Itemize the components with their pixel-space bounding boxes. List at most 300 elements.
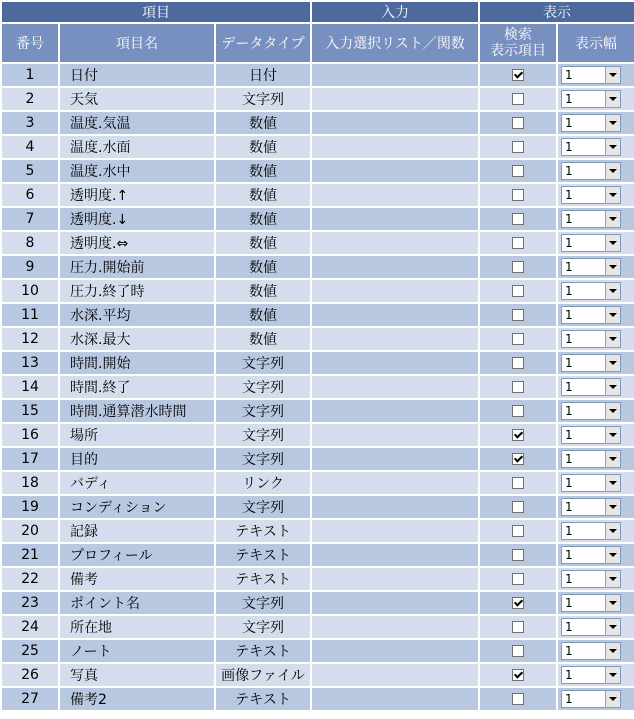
row-search-display-cell: [480, 208, 556, 230]
row-item-name: 記録: [60, 520, 214, 542]
row-search-display-cell: [480, 88, 556, 110]
row-input-list: [312, 232, 478, 254]
row-width-cell: [558, 448, 634, 470]
table-row: [2, 88, 634, 110]
search-display-checkbox[interactable]: [512, 453, 524, 465]
display-width-select[interactable]: [561, 354, 621, 372]
row-input-list: [312, 688, 478, 710]
row-search-display-cell: [480, 400, 556, 422]
row-search-display-cell: [480, 592, 556, 614]
row-search-display-cell: [480, 136, 556, 158]
display-width-select[interactable]: [561, 114, 621, 132]
group-header-display: 表示: [480, 2, 634, 22]
display-width-select[interactable]: [561, 594, 621, 612]
chevron-down-icon[interactable]: [605, 235, 620, 251]
search-display-checkbox[interactable]: [512, 237, 524, 249]
row-data-type: 数値: [216, 136, 310, 158]
column-header-datatype: データタイプ: [216, 24, 310, 62]
row-input-list: [312, 136, 478, 158]
table-row: [2, 208, 634, 230]
group-header-item: 項目: [2, 2, 310, 22]
table-row: [2, 328, 634, 350]
row-width-cell: [558, 160, 634, 182]
display-width-value: 1: [565, 548, 573, 562]
display-width-value: 1: [565, 596, 573, 610]
display-width-select[interactable]: [561, 522, 621, 540]
row-data-type: 数値: [216, 208, 310, 230]
row-item-name: 圧力.終了時: [60, 280, 214, 302]
row-item-name: 場所: [60, 424, 214, 446]
row-search-display-cell: [480, 280, 556, 302]
display-width-select[interactable]: [561, 402, 621, 420]
row-data-type: 文字列: [216, 496, 310, 518]
row-item-name: 透明度.↓: [60, 208, 214, 230]
row-search-display-cell: [480, 328, 556, 350]
chevron-down-icon[interactable]: [605, 379, 620, 395]
row-width-cell: [558, 304, 634, 326]
row-item-name: 所在地: [60, 616, 214, 638]
table-row: [2, 112, 634, 134]
display-width-value: 1: [565, 260, 573, 274]
display-width-value: 1: [565, 380, 573, 394]
row-width-cell: [558, 616, 634, 638]
row-data-type: テキスト: [216, 544, 310, 566]
row-item-name: 透明度.↑: [60, 184, 214, 206]
search-display-checkbox[interactable]: [512, 477, 524, 489]
display-width-value: 1: [565, 476, 573, 490]
row-width-cell: [558, 328, 634, 350]
row-input-list: [312, 64, 478, 86]
row-item-name: プロフィール: [60, 544, 214, 566]
row-item-name: 日付: [60, 64, 214, 86]
row-width-cell: [558, 376, 634, 398]
chevron-down-icon[interactable]: [605, 619, 620, 635]
row-search-display-cell: [480, 664, 556, 686]
chevron-down-icon[interactable]: [605, 187, 620, 203]
display-width-select[interactable]: [561, 306, 621, 324]
row-number: 8: [2, 232, 58, 254]
table-row: [2, 592, 634, 614]
display-width-select[interactable]: [561, 234, 621, 252]
chevron-down-icon[interactable]: [605, 523, 620, 539]
row-number: 10: [2, 280, 58, 302]
row-search-display-cell: [480, 376, 556, 398]
row-data-type: 文字列: [216, 376, 310, 398]
display-width-select[interactable]: [561, 450, 621, 468]
display-width-value: 1: [565, 284, 573, 298]
row-item-name: 備考2: [60, 688, 214, 710]
display-width-value: 1: [565, 404, 573, 418]
row-number: 26: [2, 664, 58, 686]
row-width-cell: [558, 88, 634, 110]
table-row: [2, 568, 634, 590]
table-row: [2, 400, 634, 422]
row-number: 25: [2, 640, 58, 662]
row-input-list: [312, 520, 478, 542]
row-input-list: [312, 640, 478, 662]
display-width-value: 1: [565, 212, 573, 226]
row-search-display-cell: [480, 616, 556, 638]
row-item-name: コンディション: [60, 496, 214, 518]
row-data-type: 数値: [216, 112, 310, 134]
row-item-name: バディ: [60, 472, 214, 494]
display-width-value: 1: [565, 116, 573, 130]
search-display-checkbox[interactable]: [512, 117, 524, 129]
row-width-cell: [558, 568, 634, 590]
display-width-value: 1: [565, 92, 573, 106]
row-width-cell: [558, 64, 634, 86]
display-width-value: 1: [565, 140, 573, 154]
row-item-name: ノート: [60, 640, 214, 662]
display-width-select[interactable]: [561, 690, 621, 708]
display-width-value: 1: [565, 332, 573, 346]
row-input-list: [312, 112, 478, 134]
row-search-display-cell: [480, 424, 556, 446]
search-display-checkbox[interactable]: [512, 333, 524, 345]
row-number: 13: [2, 352, 58, 374]
row-search-display-cell: [480, 688, 556, 710]
search-display-checkbox[interactable]: [512, 525, 524, 537]
display-width-select[interactable]: [561, 474, 621, 492]
search-display-checkbox[interactable]: [512, 645, 524, 657]
row-input-list: [312, 208, 478, 230]
display-width-value: 1: [565, 500, 573, 514]
display-width-select[interactable]: [561, 162, 621, 180]
chevron-down-icon[interactable]: [605, 499, 620, 515]
row-width-cell: [558, 688, 634, 710]
row-item-name: 時間.開始: [60, 352, 214, 374]
row-input-list: [312, 160, 478, 182]
row-data-type: 文字列: [216, 424, 310, 446]
row-number: 19: [2, 496, 58, 518]
search-display-checkbox[interactable]: [512, 669, 524, 681]
table-row: [2, 640, 634, 662]
search-display-checkbox[interactable]: [512, 309, 524, 321]
row-search-display-cell: [480, 544, 556, 566]
display-width-select[interactable]: [561, 570, 621, 588]
chevron-down-icon[interactable]: [605, 427, 620, 443]
row-search-display-cell: [480, 520, 556, 542]
display-width-value: 1: [565, 356, 573, 370]
display-width-select[interactable]: [561, 498, 621, 516]
row-input-list: [312, 400, 478, 422]
row-width-cell: [558, 256, 634, 278]
display-width-value: 1: [565, 668, 573, 682]
row-search-display-cell: [480, 568, 556, 590]
row-input-list: [312, 304, 478, 326]
row-data-type: 文字列: [216, 616, 310, 638]
row-number: 16: [2, 424, 58, 446]
row-data-type: 画像ファイル: [216, 664, 310, 686]
table-row: [2, 496, 634, 518]
display-width-value: 1: [565, 188, 573, 202]
table-row: [2, 616, 634, 638]
row-search-display-cell: [480, 112, 556, 134]
table-row: [2, 424, 634, 446]
row-width-cell: [558, 280, 634, 302]
chevron-down-icon[interactable]: [605, 259, 620, 275]
display-width-value: 1: [565, 644, 573, 658]
table-row: [2, 136, 634, 158]
row-item-name: 透明度.⇔: [60, 232, 214, 254]
row-number: 1: [2, 64, 58, 86]
row-width-cell: [558, 592, 634, 614]
display-width-value: 1: [565, 308, 573, 322]
display-width-select[interactable]: [561, 282, 621, 300]
search-display-checkbox[interactable]: [512, 357, 524, 369]
row-data-type: 数値: [216, 160, 310, 182]
chevron-down-icon[interactable]: [605, 595, 620, 611]
group-header-row: [2, 2, 634, 22]
table-row: [2, 544, 634, 566]
column-header-search-display: 検索 表示項目: [480, 24, 556, 62]
display-width-value: 1: [565, 692, 573, 706]
row-width-cell: [558, 400, 634, 422]
table-row: [2, 448, 634, 470]
table-row: [2, 160, 634, 182]
row-number: 7: [2, 208, 58, 230]
row-input-list: [312, 448, 478, 470]
display-width-value: 1: [565, 620, 573, 634]
table-row: [2, 376, 634, 398]
table-row: [2, 688, 634, 710]
row-input-list: [312, 184, 478, 206]
chevron-down-icon[interactable]: [605, 355, 620, 371]
table-row: [2, 472, 634, 494]
row-input-list: [312, 568, 478, 590]
row-number: 12: [2, 328, 58, 350]
row-search-display-cell: [480, 640, 556, 662]
row-data-type: リンク: [216, 472, 310, 494]
row-width-cell: [558, 424, 634, 446]
row-item-name: 水深.最大: [60, 328, 214, 350]
search-display-checkbox[interactable]: [512, 69, 524, 81]
display-width-value: 1: [565, 68, 573, 82]
row-number: 27: [2, 688, 58, 710]
row-number: 18: [2, 472, 58, 494]
row-item-name: 天気: [60, 88, 214, 110]
row-width-cell: [558, 352, 634, 374]
row-input-list: [312, 664, 478, 686]
row-number: 3: [2, 112, 58, 134]
row-number: 4: [2, 136, 58, 158]
chevron-down-icon[interactable]: [605, 451, 620, 467]
search-display-checkbox[interactable]: [512, 501, 524, 513]
row-width-cell: [558, 472, 634, 494]
chevron-down-icon[interactable]: [605, 691, 620, 707]
search-display-checkbox[interactable]: [512, 621, 524, 633]
display-width-value: 1: [565, 236, 573, 250]
display-width-select[interactable]: [561, 618, 621, 636]
display-width-select[interactable]: [561, 66, 621, 84]
row-item-name: 写真: [60, 664, 214, 686]
row-data-type: 文字列: [216, 88, 310, 110]
display-width-select[interactable]: [561, 138, 621, 156]
chevron-down-icon[interactable]: [605, 475, 620, 491]
display-width-select[interactable]: [561, 258, 621, 276]
search-display-checkbox[interactable]: [512, 573, 524, 585]
row-data-type: 数値: [216, 256, 310, 278]
row-item-name: 備考: [60, 568, 214, 590]
chevron-down-icon[interactable]: [605, 331, 620, 347]
column-header-number: 番号: [2, 24, 58, 62]
row-number: 20: [2, 520, 58, 542]
column-header-width: 表示幅: [558, 24, 634, 62]
chevron-down-icon[interactable]: [605, 643, 620, 659]
chevron-down-icon[interactable]: [605, 67, 620, 83]
row-width-cell: [558, 544, 634, 566]
row-search-display-cell: [480, 352, 556, 374]
row-data-type: 文字列: [216, 400, 310, 422]
row-data-type: 文字列: [216, 352, 310, 374]
row-input-list: [312, 496, 478, 518]
row-data-type: 日付: [216, 64, 310, 86]
chevron-down-icon[interactable]: [605, 403, 620, 419]
chevron-down-icon[interactable]: [605, 139, 620, 155]
row-data-type: テキスト: [216, 568, 310, 590]
display-width-select[interactable]: [561, 210, 621, 228]
row-search-display-cell: [480, 184, 556, 206]
row-input-list: [312, 328, 478, 350]
table-row: [2, 664, 634, 686]
row-data-type: 数値: [216, 184, 310, 206]
row-number: 24: [2, 616, 58, 638]
row-number: 2: [2, 88, 58, 110]
row-input-list: [312, 616, 478, 638]
row-data-type: 文字列: [216, 592, 310, 614]
chevron-down-icon[interactable]: [605, 571, 620, 587]
row-search-display-cell: [480, 232, 556, 254]
row-input-list: [312, 592, 478, 614]
display-width-select[interactable]: [561, 90, 621, 108]
row-width-cell: [558, 184, 634, 206]
row-input-list: [312, 472, 478, 494]
row-number: 14: [2, 376, 58, 398]
search-display-checkbox[interactable]: [512, 189, 524, 201]
row-input-list: [312, 280, 478, 302]
display-width-value: 1: [565, 524, 573, 538]
row-input-list: [312, 256, 478, 278]
row-number: 9: [2, 256, 58, 278]
row-item-name: 水深.平均: [60, 304, 214, 326]
row-item-name: 温度.気温: [60, 112, 214, 134]
display-width-select[interactable]: [561, 666, 621, 684]
row-width-cell: [558, 112, 634, 134]
column-header-name: 項目名: [60, 24, 214, 62]
row-width-cell: [558, 496, 634, 518]
display-width-select[interactable]: [561, 426, 621, 444]
row-search-display-cell: [480, 160, 556, 182]
row-width-cell: [558, 208, 634, 230]
row-item-name: 圧力.開始前: [60, 256, 214, 278]
display-width-select[interactable]: [561, 186, 621, 204]
row-search-display-cell: [480, 448, 556, 470]
search-display-checkbox[interactable]: [512, 165, 524, 177]
row-data-type: 数値: [216, 232, 310, 254]
display-width-select[interactable]: [561, 378, 621, 396]
row-search-display-cell: [480, 64, 556, 86]
row-search-display-cell: [480, 304, 556, 326]
table-row: [2, 184, 634, 206]
display-width-select[interactable]: [561, 546, 621, 564]
row-input-list: [312, 376, 478, 398]
search-display-checkbox[interactable]: [512, 93, 524, 105]
chevron-down-icon[interactable]: [605, 163, 620, 179]
column-header-row: [2, 24, 634, 62]
chevron-down-icon[interactable]: [605, 547, 620, 563]
row-data-type: テキスト: [216, 520, 310, 542]
search-display-checkbox[interactable]: [512, 285, 524, 297]
row-data-type: 文字列: [216, 448, 310, 470]
row-width-cell: [558, 664, 634, 686]
row-input-list: [312, 424, 478, 446]
chevron-down-icon[interactable]: [605, 91, 620, 107]
row-search-display-cell: [480, 256, 556, 278]
table-row: [2, 64, 634, 86]
row-number: 17: [2, 448, 58, 470]
row-width-cell: [558, 640, 634, 662]
table-row: [2, 304, 634, 326]
row-item-name: ポイント名: [60, 592, 214, 614]
row-input-list: [312, 88, 478, 110]
search-display-checkbox[interactable]: [512, 597, 524, 609]
row-number: 23: [2, 592, 58, 614]
chevron-down-icon[interactable]: [605, 307, 620, 323]
row-data-type: テキスト: [216, 640, 310, 662]
row-item-name: 時間.終了: [60, 376, 214, 398]
search-display-checkbox[interactable]: [512, 381, 524, 393]
search-display-checkbox[interactable]: [512, 693, 524, 705]
row-number: 11: [2, 304, 58, 326]
display-width-value: 1: [565, 164, 573, 178]
table-row: [2, 280, 634, 302]
chevron-down-icon[interactable]: [605, 283, 620, 299]
row-number: 6: [2, 184, 58, 206]
row-number: 15: [2, 400, 58, 422]
display-width-select[interactable]: [561, 642, 621, 660]
chevron-down-icon[interactable]: [605, 211, 620, 227]
row-width-cell: [558, 232, 634, 254]
table-row: [2, 352, 634, 374]
search-display-checkbox[interactable]: [512, 261, 524, 273]
field-rows: [2, 64, 634, 710]
search-display-checkbox[interactable]: [512, 429, 524, 441]
chevron-down-icon[interactable]: [605, 667, 620, 683]
row-input-list: [312, 352, 478, 374]
row-number: 21: [2, 544, 58, 566]
search-display-checkbox[interactable]: [512, 405, 524, 417]
chevron-down-icon[interactable]: [605, 115, 620, 131]
search-display-checkbox[interactable]: [512, 141, 524, 153]
row-width-cell: [558, 520, 634, 542]
row-number: 5: [2, 160, 58, 182]
row-data-type: テキスト: [216, 688, 310, 710]
row-input-list: [312, 544, 478, 566]
row-data-type: 数値: [216, 280, 310, 302]
table-row: [2, 520, 634, 542]
group-header-input: 入力: [312, 2, 478, 22]
search-display-checkbox[interactable]: [512, 213, 524, 225]
row-width-cell: [558, 136, 634, 158]
search-display-checkbox[interactable]: [512, 549, 524, 561]
row-data-type: 数値: [216, 328, 310, 350]
display-width-value: 1: [565, 452, 573, 466]
display-width-select[interactable]: [561, 330, 621, 348]
display-width-value: 1: [565, 428, 573, 442]
row-item-name: 時間.通算潜水時間: [60, 400, 214, 422]
row-item-name: 目的: [60, 448, 214, 470]
row-search-display-cell: [480, 496, 556, 518]
